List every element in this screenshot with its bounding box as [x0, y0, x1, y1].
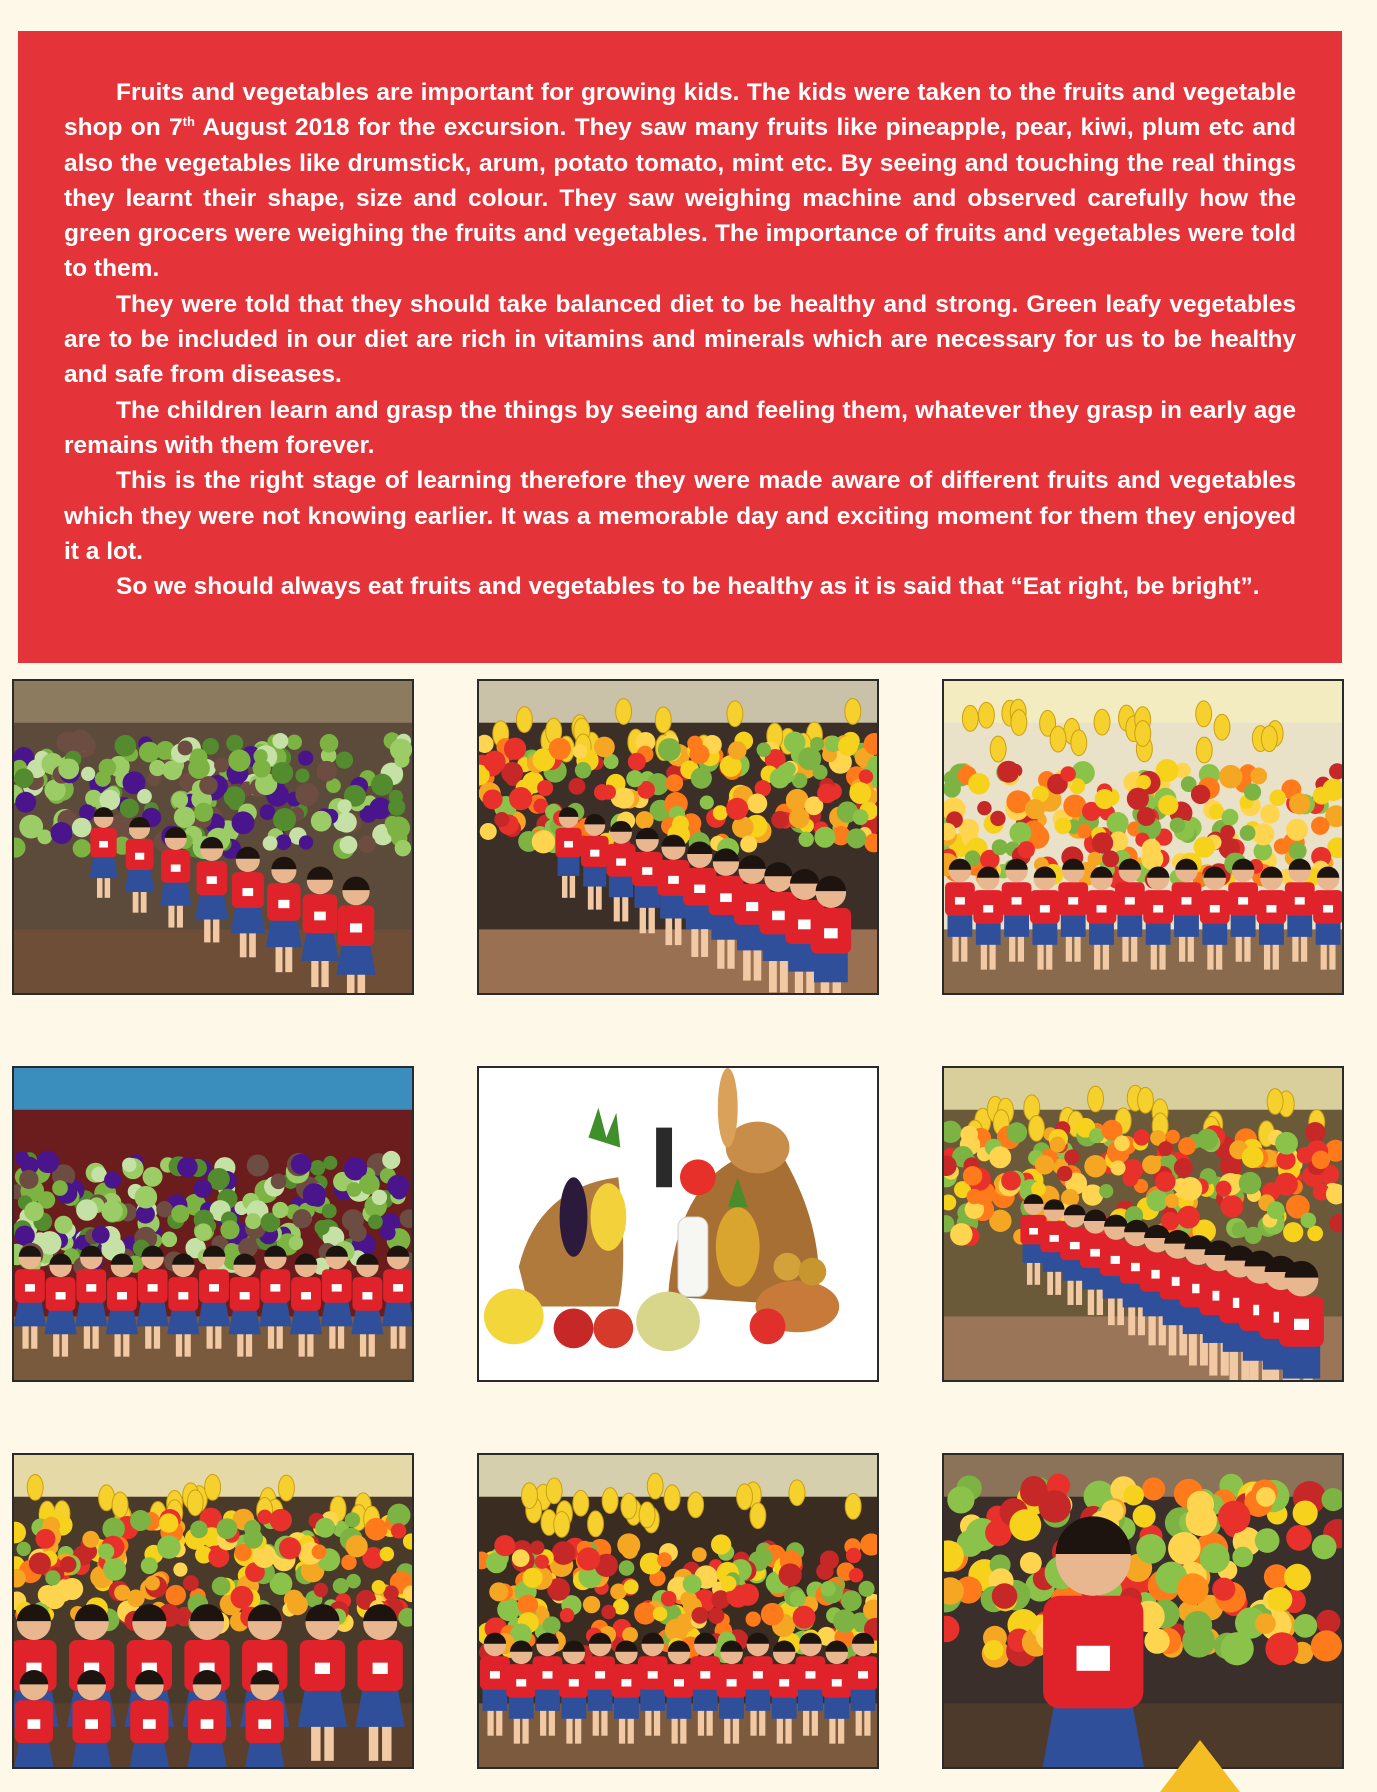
photo-fruit-stall-boys-group: [477, 1453, 879, 1769]
paragraph-5: So we should always eat fruits and vegetables to be healthy as it is said that “Eat right, be bright”.: [116, 573, 1260, 601]
photo-girl-holding-orange: [942, 1453, 1344, 1769]
corner-triangle-decoration: [1160, 1740, 1240, 1792]
photo-fruit-stall-children-line: [942, 1066, 1344, 1382]
photo-children-closeup-fruit-stall: [12, 1453, 414, 1769]
photo-vegetable-shop-girls: [12, 1066, 414, 1382]
paragraph-1: Fruits and vegetables are important for growing kids. The kids were taken to the fruits and vegetable shop on 7th August 2018 for the excursion. They saw many fruits like pineapple, pear, kiwi, plum etc and also the vegetables like drumstick, arum, potato tomato, mint etc. By seeing and touching the real things they learnt their shape, size and colour. They saw weighing machine and observed carefully how the green grocers were weighing the fruits and vegetables. The importance of fruits and vegetables were told to them.: [64, 79, 1296, 283]
photo-fruit-stall-children-row: [477, 679, 879, 995]
photo-vegetable-stall-children: [12, 679, 414, 995]
article-panel: [18, 31, 1342, 663]
paragraph-3: The children learn and grasp the things by seeing and feeling them, whatever they grasp in early age remains with them forever.: [64, 396, 1296, 459]
paragraph-2: They were told that they should take balanced diet to be healthy and strong. Green leafy vegetables are to be included in our diet are rich in vitamins and minerals which are necessary for us to be healthy and safe from diseases.: [64, 290, 1296, 389]
paragraph-4: This is the right stage of learning therefore they were made aware of different fruits and vegetables which they were not knowing earlier. It was a memorable day and exciting moment for them they enjoyed it a lot.: [64, 467, 1296, 565]
photo-fruit-vegetable-basket: [477, 1066, 879, 1382]
photo-fruit-stall-group-bananas: [942, 679, 1344, 995]
